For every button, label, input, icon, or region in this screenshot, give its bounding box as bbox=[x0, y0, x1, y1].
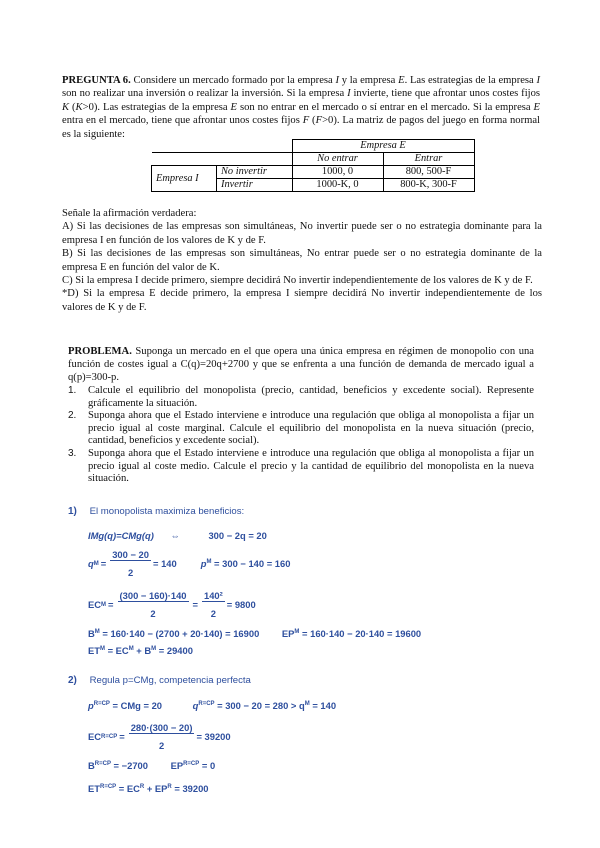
row-no-invertir: No invertir bbox=[217, 166, 293, 179]
equation-regulated-consumer-surplus: EC R=CP = $\frac{280\cdot(300 - 20)}{2}$ = 39200 bbox=[88, 722, 231, 751]
row-invertir: Invertir bbox=[217, 179, 293, 192]
problema-text: Suponga un mercado en el que opera una única empresa en régimen de monopolio con una función de costes igual a C(q)=20q+2700 y que se enfrenta a una función de demanda de mercado igual a q(p)=300-p. bbox=[68, 346, 534, 383]
payoff-cell: 800, 500-F bbox=[383, 166, 474, 179]
equation-profit: $B^M = 160\cdot 140 - (2700 + 20\cdot 140) = 16900$ $EP^M = 160\cdot 140 - 20\cdot 140 = 19600$ bbox=[88, 628, 422, 639]
list-item: 2. Suponga ahora que el Estado interviene e introduce una regulación que obliga al monopolista a fijar un precio igual al coste marginal. Calcule el equilibrio del monopolista en la nueva situación (precio, cantidad, beneficios y excedente social). bbox=[68, 410, 534, 447]
payoff-cell: 1000-K, 0 bbox=[292, 179, 383, 192]
equation-regulated-total-surplus: $ET^{R=CP} = EC^R + EP^R = 39200$ bbox=[88, 783, 209, 794]
option-a: A) Si las decisiones de las empresas son simultáneas, No invertir puede ser o no estrategia dominante para la empresa I en función de los valores de K y de F. bbox=[62, 221, 542, 246]
solution-section-1-heading: 1) El monopolista maximiza beneficios: bbox=[68, 506, 245, 517]
col-no-entrar: No entrar bbox=[292, 153, 383, 166]
options-intro: Señale la afirmación verdadera: bbox=[62, 208, 197, 219]
answer-options bbox=[62, 207, 542, 314]
empresa-i-header: Empresa I bbox=[152, 166, 217, 192]
equation-regulated-profit: $B^{R=CP} = -2700$ $EP^{R=CP} = 0$ bbox=[88, 760, 216, 771]
solution-section-2-heading: 2) Regula p=CMg, competencia perfecta bbox=[68, 675, 251, 686]
pregunta-title: PREGUNTA 6. bbox=[62, 75, 131, 86]
pregunta-6-statement: PREGUNTA 6. Considere un mercado formado por la empresa I y la empresa E. Las estrategias de la empresa I son no realizar una inversión o realizar la inversión. Si la empresa I invierte, tiene que afrontar unos costes fijos K (K>0). Las estrategias de la empresa E son no entrar en el mercado o sí entrar en el mercado. Si la empresa E entra en el mercado, tiene que afrontar unos costes fijos F (F>0). La matriz de pagos del juego en forma normal es la siguiente: bbox=[62, 75, 541, 140]
list-item: 1. Calcule el equilibrio del monopolista (precio, cantidad, beneficios y excedente social). Represente gráficamente la situación. bbox=[68, 385, 534, 409]
col-entrar: Entrar bbox=[383, 153, 474, 166]
option-b: B) Si las decisiones de las empresas son simultáneas, No entrar puede ser o no estrategia dominante de la empresa E en función del valor de K. bbox=[62, 248, 542, 273]
problema-list bbox=[68, 385, 534, 486]
equation-mr-mc: IMg(q)=CMg(q) ⇔ 300 − 2q = 20 bbox=[88, 530, 267, 541]
problema-statement bbox=[68, 345, 534, 384]
problema-title: PROBLEMA. bbox=[68, 346, 132, 357]
equation-consumer-surplus: EC M = $\frac{(300 - 160)\cdot 140}{2}$ = $\frac{\text{140²}}{2}$ = 9800 bbox=[88, 590, 256, 619]
equation-total-surplus: $ET^M = EC^M + B^M = 29400$ bbox=[88, 645, 193, 656]
equation-regulated-price: $p^{R=CP}$ = CMg = 20 $q^{R=CP} = 300 - 20 = 280 > q^M = 140$ bbox=[88, 700, 337, 711]
payoff-cell: 1000, 0 bbox=[292, 166, 383, 179]
payoff-matrix bbox=[151, 139, 475, 192]
empresa-e-header: Empresa E bbox=[292, 140, 474, 153]
option-d: *D) Si la empresa E decide primero, la empresa I siempre decidirá No invertir independientemente de los valores de K y de F. bbox=[62, 288, 542, 313]
option-c: C) Si la empresa I decide primero, siempre decidirá No invertir independientemente de los valores de K y de F. bbox=[62, 275, 533, 287]
payoff-cell: 800-K, 300-F bbox=[383, 179, 474, 192]
list-item: 3. Suponga ahora que el Estado interviene e introduce una regulación que obliga al monopolista a fijar un precio igual al coste medio. Calcule el precio y la cantidad de equilibrio del monopolista en la nueva situación. bbox=[68, 447, 534, 485]
equation-quantity: q M = $\frac{300 - 20}{2}$ = 140 $p^M = 300 - 140 = 160$ bbox=[88, 549, 291, 578]
